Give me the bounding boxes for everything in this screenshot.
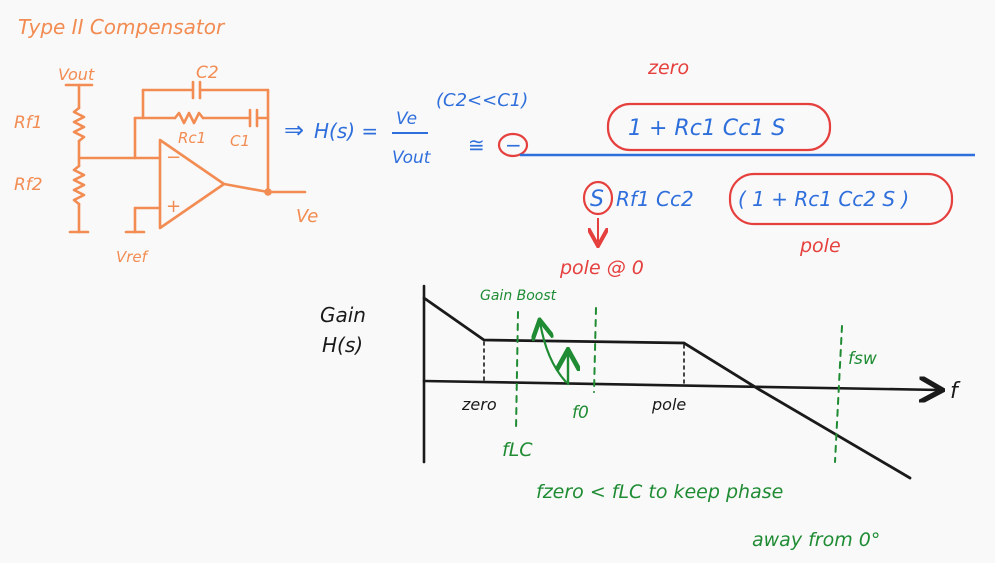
- schematic-labels: [14, 15, 318, 266]
- numerator-expression: 1 + Rc1 Cc1 S: [628, 116, 786, 141]
- gain-label: Gain: [320, 303, 366, 327]
- denominator-middle: Rf1 Cc2: [616, 187, 694, 211]
- h-label: H(s): [322, 333, 364, 357]
- compensator-schematic: [66, 82, 305, 232]
- negative-sign: −: [505, 133, 522, 157]
- flc-label: fLC: [502, 439, 533, 461]
- flc-dashed-line: [516, 312, 518, 430]
- rf2-label: Rf2: [14, 175, 43, 195]
- pole-at-zero-label: pole @ 0: [560, 257, 644, 279]
- zero-label: zero: [648, 57, 690, 79]
- rf1-resistor: [74, 108, 84, 141]
- c1-label: C1: [230, 132, 251, 150]
- schematic-title: Type II Compensator: [18, 15, 225, 39]
- h-of-s: H(s) =: [314, 119, 379, 143]
- transfer-function: [284, 57, 975, 279]
- note-line-1: fzero < fLC to keep phase: [536, 481, 784, 503]
- ve-label: Ve: [296, 206, 319, 227]
- noninverting-sign: +: [166, 196, 182, 217]
- zero-tick-label: zero: [462, 395, 497, 414]
- c2-label: C2: [196, 63, 219, 83]
- pole-label: pole: [800, 235, 841, 257]
- fsw-label: fsw: [848, 349, 877, 369]
- note-line-2: away from 0°: [752, 529, 881, 551]
- output-node: [266, 190, 271, 195]
- op-amp-output-wire: [224, 184, 268, 192]
- fsw-dashed-line: [835, 326, 842, 462]
- vout-label: Vout: [58, 65, 95, 84]
- rf2-resistor: [74, 166, 84, 204]
- frequency-axis: [424, 381, 940, 390]
- rc1-resistor: [175, 113, 203, 123]
- f0-label: f0: [572, 403, 589, 423]
- ratio-denominator: Vout: [392, 148, 431, 168]
- approx-sign: ≅: [468, 133, 485, 157]
- implies-arrow: ⇒: [284, 116, 305, 144]
- f0-dashed-line: [594, 308, 596, 392]
- bode-labels: [320, 288, 961, 551]
- f-axis-label: f: [950, 379, 958, 404]
- denominator-s: S: [590, 187, 604, 212]
- capacitor-condition: (C2<<C1): [436, 90, 529, 111]
- boost-pointer: [540, 322, 566, 382]
- pole-tick-label: pole: [652, 395, 687, 414]
- ratio-numerator: Ve: [396, 109, 418, 129]
- rf1-label: Rf1: [14, 113, 43, 133]
- vref-label: Vref: [116, 248, 147, 266]
- inverting-sign: −: [166, 147, 182, 168]
- denominator-paren: ( 1 + Rc1 Cc2 S ): [738, 187, 910, 211]
- gain-boost-label: Gain Boost: [480, 288, 557, 304]
- rc1-label: Rc1: [178, 129, 207, 147]
